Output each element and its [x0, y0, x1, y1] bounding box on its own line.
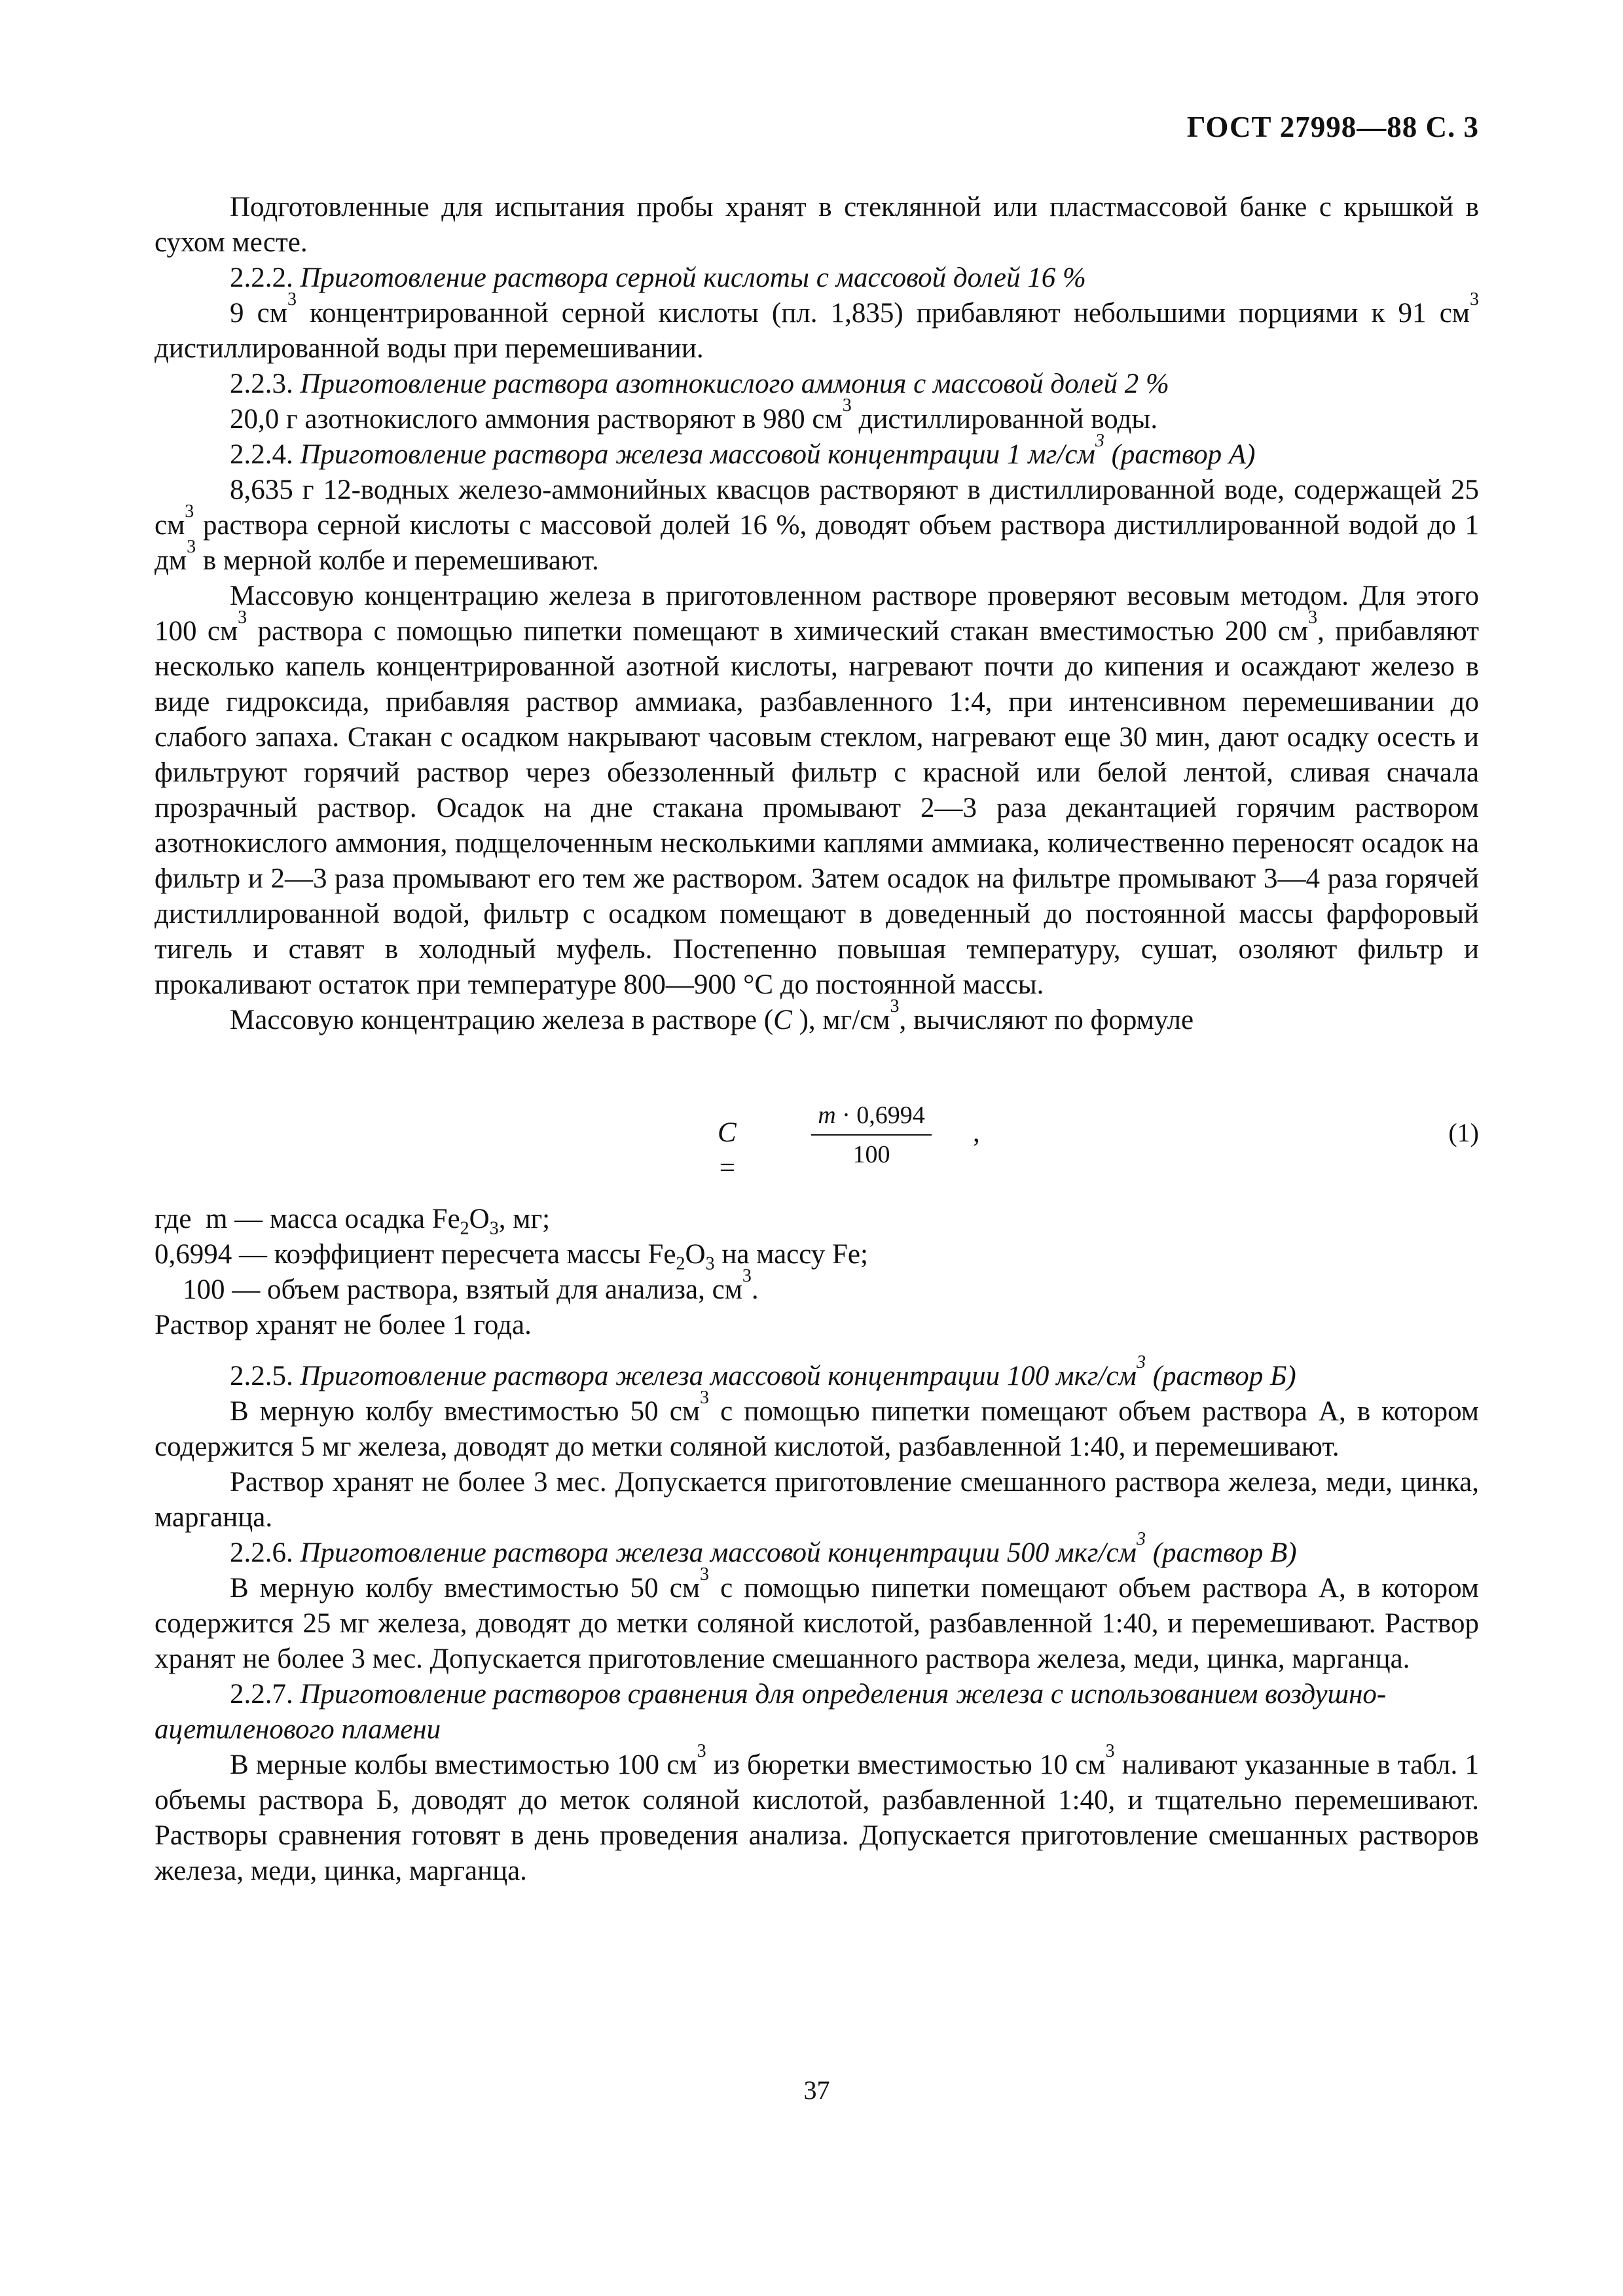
section-2-2-7-body: В мерные колбы вместимостью 100 $см^3$ из бюретки вместимостью 10 $см^3$ наливают указанные в табл. 1 объемы раствора Б, доводят до меток соляной кислотой, разбавленной 1:40, и тщательно перемешивают. Растворы сравнения готовят в день проведения анализа. Допускается приготовление смешанных растворов железа, меди, цинка, марганца.	[155, 1741, 1479, 1886]
paragraph-formula-intro: Массовую концентрацию железа в растворе (C ), $мг/см^3$, вычисляют по формуле	[230, 996, 1194, 1035]
section-2-2-4-body: 8,635 г 12-водных железо-аммонийных квасцов растворяют в дистиллированной воде, содержащей 25 $см^3$ раствора серной кислоты с массовой долей 16 %, доводят объем раствора дистиллированной водой до 1 $дм^3$ в мерной колбе и перемешивают.	[155, 475, 1479, 576]
paragraph-gravimetric-check: Массовую концентрацию железа в приготовленном растворе проверяют весовым методом. Для этого 100 $см^3$ раствора с помощью пипетки помещают в химический стакан вместимостью 200 $см^3$, прибавляют несколько капель концентрированной азотной кислоты, нагревают почти до кипения и осаждают железо в виде гидроксида, прибавляя раствор аммиака, разбавленного 1:4, при интенсивном перемешивании до слабого запаха. Стакан с осадком накрывают часовым стеклом, нагревают еще 30 мин, дают осадку осесть и фильтруют горячий раствор через обеззоленный фильтр с красной или белой лентой, сливая сначала прозрачный раствор. Осадок на дне стакана промывают 2—3 раза декантацией горячим раствором азотнокислого аммония, подщелоченным несколькими каплями аммиака, количественно переносят осадок на фильтр и 2—3 раза промывают его тем же раствором. Затем осадок на фильтре промывают 3—4 раза горячей дистиллированной водой, фильтр с осадком помещают в доведенный до постоянной массы фарфоровый тигель и ставят в холодный муфель. Постепенно повышая температуру, сушат, озоляют фильтр и прокаливают остаток при температуре 800—900 °С до постоянной массы.	[155, 581, 1480, 1000]
section-2-2-5-heading: 2.2.5. Приготовление раствора железа массовой концентрации 100 мкг/$см^3$ (раствор Б)	[230, 1352, 1296, 1391]
page-number: 37	[803, 2075, 830, 2105]
section-2-2-2-heading: 2.2.2. Приготовление раствора серной кислоты с массовой долей 16 %	[230, 262, 1086, 293]
section-2-2-2-body: 9 $см^3$ концентрированной серной кислоты (пл. 1,835) прибавляют небольшими порциями к 91 $см^3$ дистиллированной воды при перемешивании.	[155, 289, 1480, 364]
legend-row: где m — масса осадка $Fe_2O_3$, мг;	[155, 1204, 551, 1239]
formula-lhs: C =	[718, 1117, 737, 1183]
formula-legend	[155, 1202, 1479, 1343]
section-2-2-4-heading: 2.2.4. Приготовление раствора железа массовой концентрации 1 $мг/см^3$ (раствор А)	[230, 431, 1256, 470]
section-2-2-3-heading: 2.2.3. Приготовление раствора азотнокислого аммония с массовой долей 2 %	[230, 368, 1169, 399]
legend-row: 100 — объем раствора, взятый для анализа, $см^3$.	[155, 1266, 759, 1305]
section-2-2-7-heading: 2.2.7. Приготовление растворов сравнения для определения железа с использованием воздушно-ацетиленового пламени	[155, 1679, 1387, 1745]
page-header: ГОСТ 27998—88 С. 3	[1186, 111, 1479, 143]
section-2-2-6-body: В мерную колбу вместимостью 50 $см^3$ с помощью пипетки помещают объем раствора А, в котором содержится 25 мг железа, доводят до метки соляной кислотой, разбавленной 1:40, и перемешивают. Раствор хранят не более 3 мес. Допускается приготовление смешанного раствора железа, меди, цинка, марганца.	[155, 1564, 1479, 1674]
legend-storage-note: Раствор хранят не более 1 года.	[155, 1310, 532, 1340]
section-2-2-5-body: В мерную колбу вместимостью 50 $см^3$ с помощью пипетки помещают объем раствора А, в котором содержится 5 мг железа, доводят до метки соляной кислотой, разбавленной 1:40, и перемешивают.	[155, 1388, 1479, 1462]
document-page	[155, 0, 1479, 2296]
section-2-2-6-heading: 2.2.6. Приготовление раствора железа массовой концентрации 500 мкг/$см^3$ (раствор В)	[230, 1529, 1297, 1568]
section-2-2-3-body: 20,0 г азотнокислого аммония растворяют в 980 $см^3$ дистиллированной воды.	[230, 395, 1158, 435]
section-2-2-5-storage: Раствор хранят не более 3 мес. Допускается приготовление смешанного раствора железа, меди, цинка, марганца.	[155, 1467, 1479, 1533]
formula-numerator: m · 0,6994	[811, 1098, 932, 1136]
equation-number: (1)	[1448, 1118, 1479, 1147]
legend-row: 0,6994 — коэффициент пересчета массы $Fe_2O_3$ на массу Fe;	[155, 1239, 868, 1274]
formula-denominator: 100	[852, 1141, 890, 1168]
body-text	[155, 190, 1479, 1889]
formula-block: C = $\frac{m \cdot 0,6994}{100}$ , (1)	[155, 1077, 1479, 1202]
paragraph-storage: Подготовленные для испытания пробы хранят в стеклянной или пластмассовой банке с крышкой в сухом месте.	[155, 192, 1479, 258]
